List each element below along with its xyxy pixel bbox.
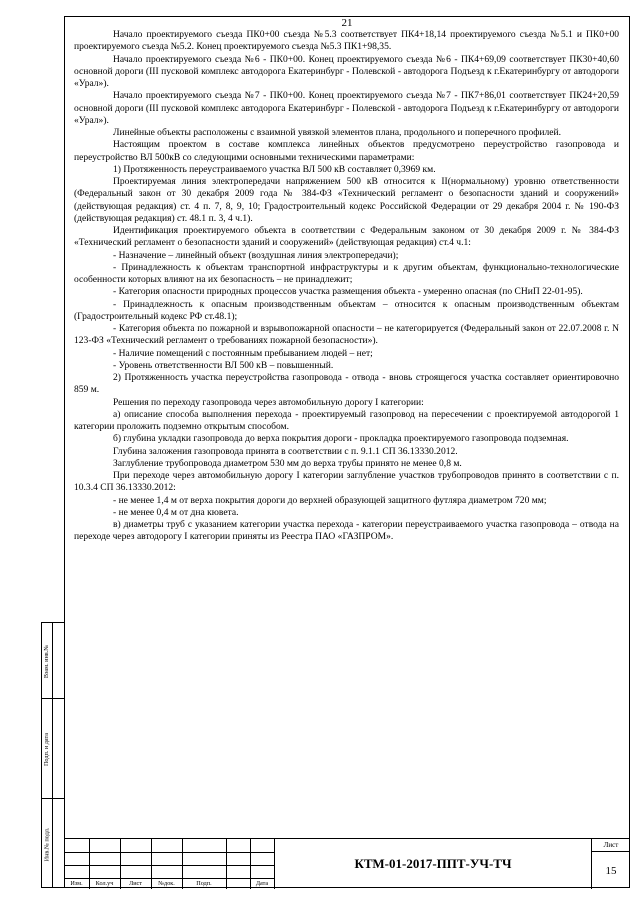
side-label-podp: Подп. и дата [43, 732, 51, 766]
paragraph: - не менее 1,4 м от верха покрытия дороги до верхней образующей защитного футляра диаметром 720 мм; [113, 494, 547, 506]
paragraph: - Принадлежность к опасным производственным объектам – относится к опасным производственным объектам (Градостроительный кодекс РФ ст.48.1); [74, 298, 619, 322]
paragraph: - Категория опасности природных процессов участка размещения объекта - умеренно опасная (по СНиП 22-01-95). [113, 286, 583, 298]
paragraph: Глубина заложения газопровода принята в соответствии с п. 9.1.1 СП 36.13330.2012. [113, 445, 458, 457]
paragraph: - Категория объекта по пожарной и взрывопожарной опасности – не категорируется (Федеральный закон от 22.07.2008 г. N 123-ФЗ «Технический регламент о требованиях пожарной безопасности»). [74, 323, 619, 347]
side-label-inv: Инв.№ подл. [43, 827, 51, 861]
header-ndok: №док. [158, 880, 175, 887]
header-izm: Изм. [70, 880, 83, 887]
paragraph: Начало проектируемого съезда №7 - ПК0+00. Конец проектируемого съезда №7 - ПК7+86,01 соответствует ПК24+20,59 основной дороги (III пусковой комплекс автодорога Екатеринбург - Полевской - автодорога Подъезд к г.Екатеринбургу от автодороги «Урал»). [74, 90, 619, 126]
paragraph: 2) Протяженность участка переустройства газопровода - отвода - вновь строящегося участка составляет ориентировочно 859 м. [74, 372, 619, 396]
paragraph: - Принадлежность к объектам транспортной инфраструктуры и к другим объектам, функционально-технологические особенности которых влияют на их безопасность – не принадлежит; [74, 261, 619, 285]
paragraph: Линейные объекты расположены с взаимной увязкой элементов плана, продольного и поперечного профилей. [113, 127, 562, 138]
paragraph: - Уровень ответственности ВЛ 500 кВ – повышенный. [113, 359, 334, 371]
page-number: 21 [341, 17, 353, 29]
paragraph: - не менее 0,4 м от дна кювета. [113, 506, 239, 518]
side-stamp [41, 622, 64, 888]
document-body [74, 29, 619, 544]
paragraph: Проектируемая линия электропередачи напряжением 500 кВ относится к II(нормальному) уровню ответственности (Федеральный закон от 30 декабря 2009 года № 384-ФЗ «Технический регламент о безопасности зданий и сооружений» (действующая редакция) ст. 4 п. 7, 8, 9, 10; Градостроительный кодекс Российской Федерации от 29 декабря 2004 г. № 190-ФЗ (действующая редакция) ст. 48.1 п. 3, 4 ч.1). [74, 176, 619, 224]
paragraph: - Наличие помещений с постоянным пребыванием людей – нет; [113, 347, 373, 359]
sheet-label: Лист [592, 839, 630, 852]
paragraph: а) описание способа выполнения перехода - проектируемый газопровод на пересечении с проектируемой автодорогой 1 категории проложить подземно открытым способом. [74, 408, 619, 432]
paragraph: 1) Протяженность переустраиваемого участка ВЛ 500 кВ составляет 0,3969 км. [113, 163, 436, 175]
title-block [64, 838, 630, 888]
paragraph: Заглубление трубопровода диаметром 530 мм до верха трубы принято не менее 0,8 м. [113, 457, 462, 469]
header-podp: Подп. [196, 880, 212, 887]
header-kol-uch: Кол.уч [95, 880, 114, 887]
document-code: КТМ-01-2017-ППТ-УЧ-ТЧ [274, 839, 592, 889]
header-data: Дата [255, 880, 269, 887]
sheet-cell [592, 839, 630, 889]
paragraph: Идентификация проектируемого объекта в соответствии с Федеральным законом от 30 декабря 2009 г. № 384-ФЗ «Технический регламент о безопасности зданий и сооружений» (действующая редакция) ст.4 ч.1: [74, 225, 619, 249]
paragraph: Начало проектируемого съезда ПК0+00 съезда №5.3 соответствует ПК4+18,14 проектируемого съезда №5.1 и ПК0+00 проектируемого съезда №5.2. Конец проектируемого съезда №5.3 ПК1+98,35. [74, 29, 619, 53]
paragraph: б) глубина укладки газопровода до верха покрытия дороги - прокладка проектируемого газопровода подземная. [113, 433, 569, 445]
revision-grid [64, 839, 274, 889]
paragraph: Решения по переходу газопровода через автомобильную дорогу I категории: [113, 396, 424, 408]
paragraph: в) диаметры труб с указанием категории участка перехода - категории переустраиваемого участка газопровода – отвода на переходе через автодорогу I категории приняты из Реестра ПАО «ГАЗПРОМ». [74, 519, 619, 543]
side-label-vzam: Взам. инв.№ [43, 644, 51, 678]
sheet-number: 15 [605, 864, 617, 877]
paragraph: - Назначение – линейный объект (воздушная линия электропередачи); [113, 249, 399, 261]
header-list: Лист [129, 880, 142, 887]
paragraph: Настоящим проектом в составе комплекса линейных объектов предусмотрено переустройство газопровода и переустройство ВЛ 500кВ со следующими основными техническими параметрами: [74, 139, 619, 163]
paragraph: При переходе через автомобильную дорогу I категории заглубление участков трубопроводов принято в соответствии с п. 10.3.4 СП 36.13330.2012: [74, 470, 619, 494]
paragraph: Начало проектируемого съезда №6 - ПК0+00. Конец проектируемого съезда №6 - ПК4+69,09 соответствует ПК30+40,60 основной дороги (III пусковой комплекс автодорога Екатеринбург - Полевской - автодорога Подъезд к г.Екатеринбургу от автодороги «Урал»). [74, 53, 619, 89]
